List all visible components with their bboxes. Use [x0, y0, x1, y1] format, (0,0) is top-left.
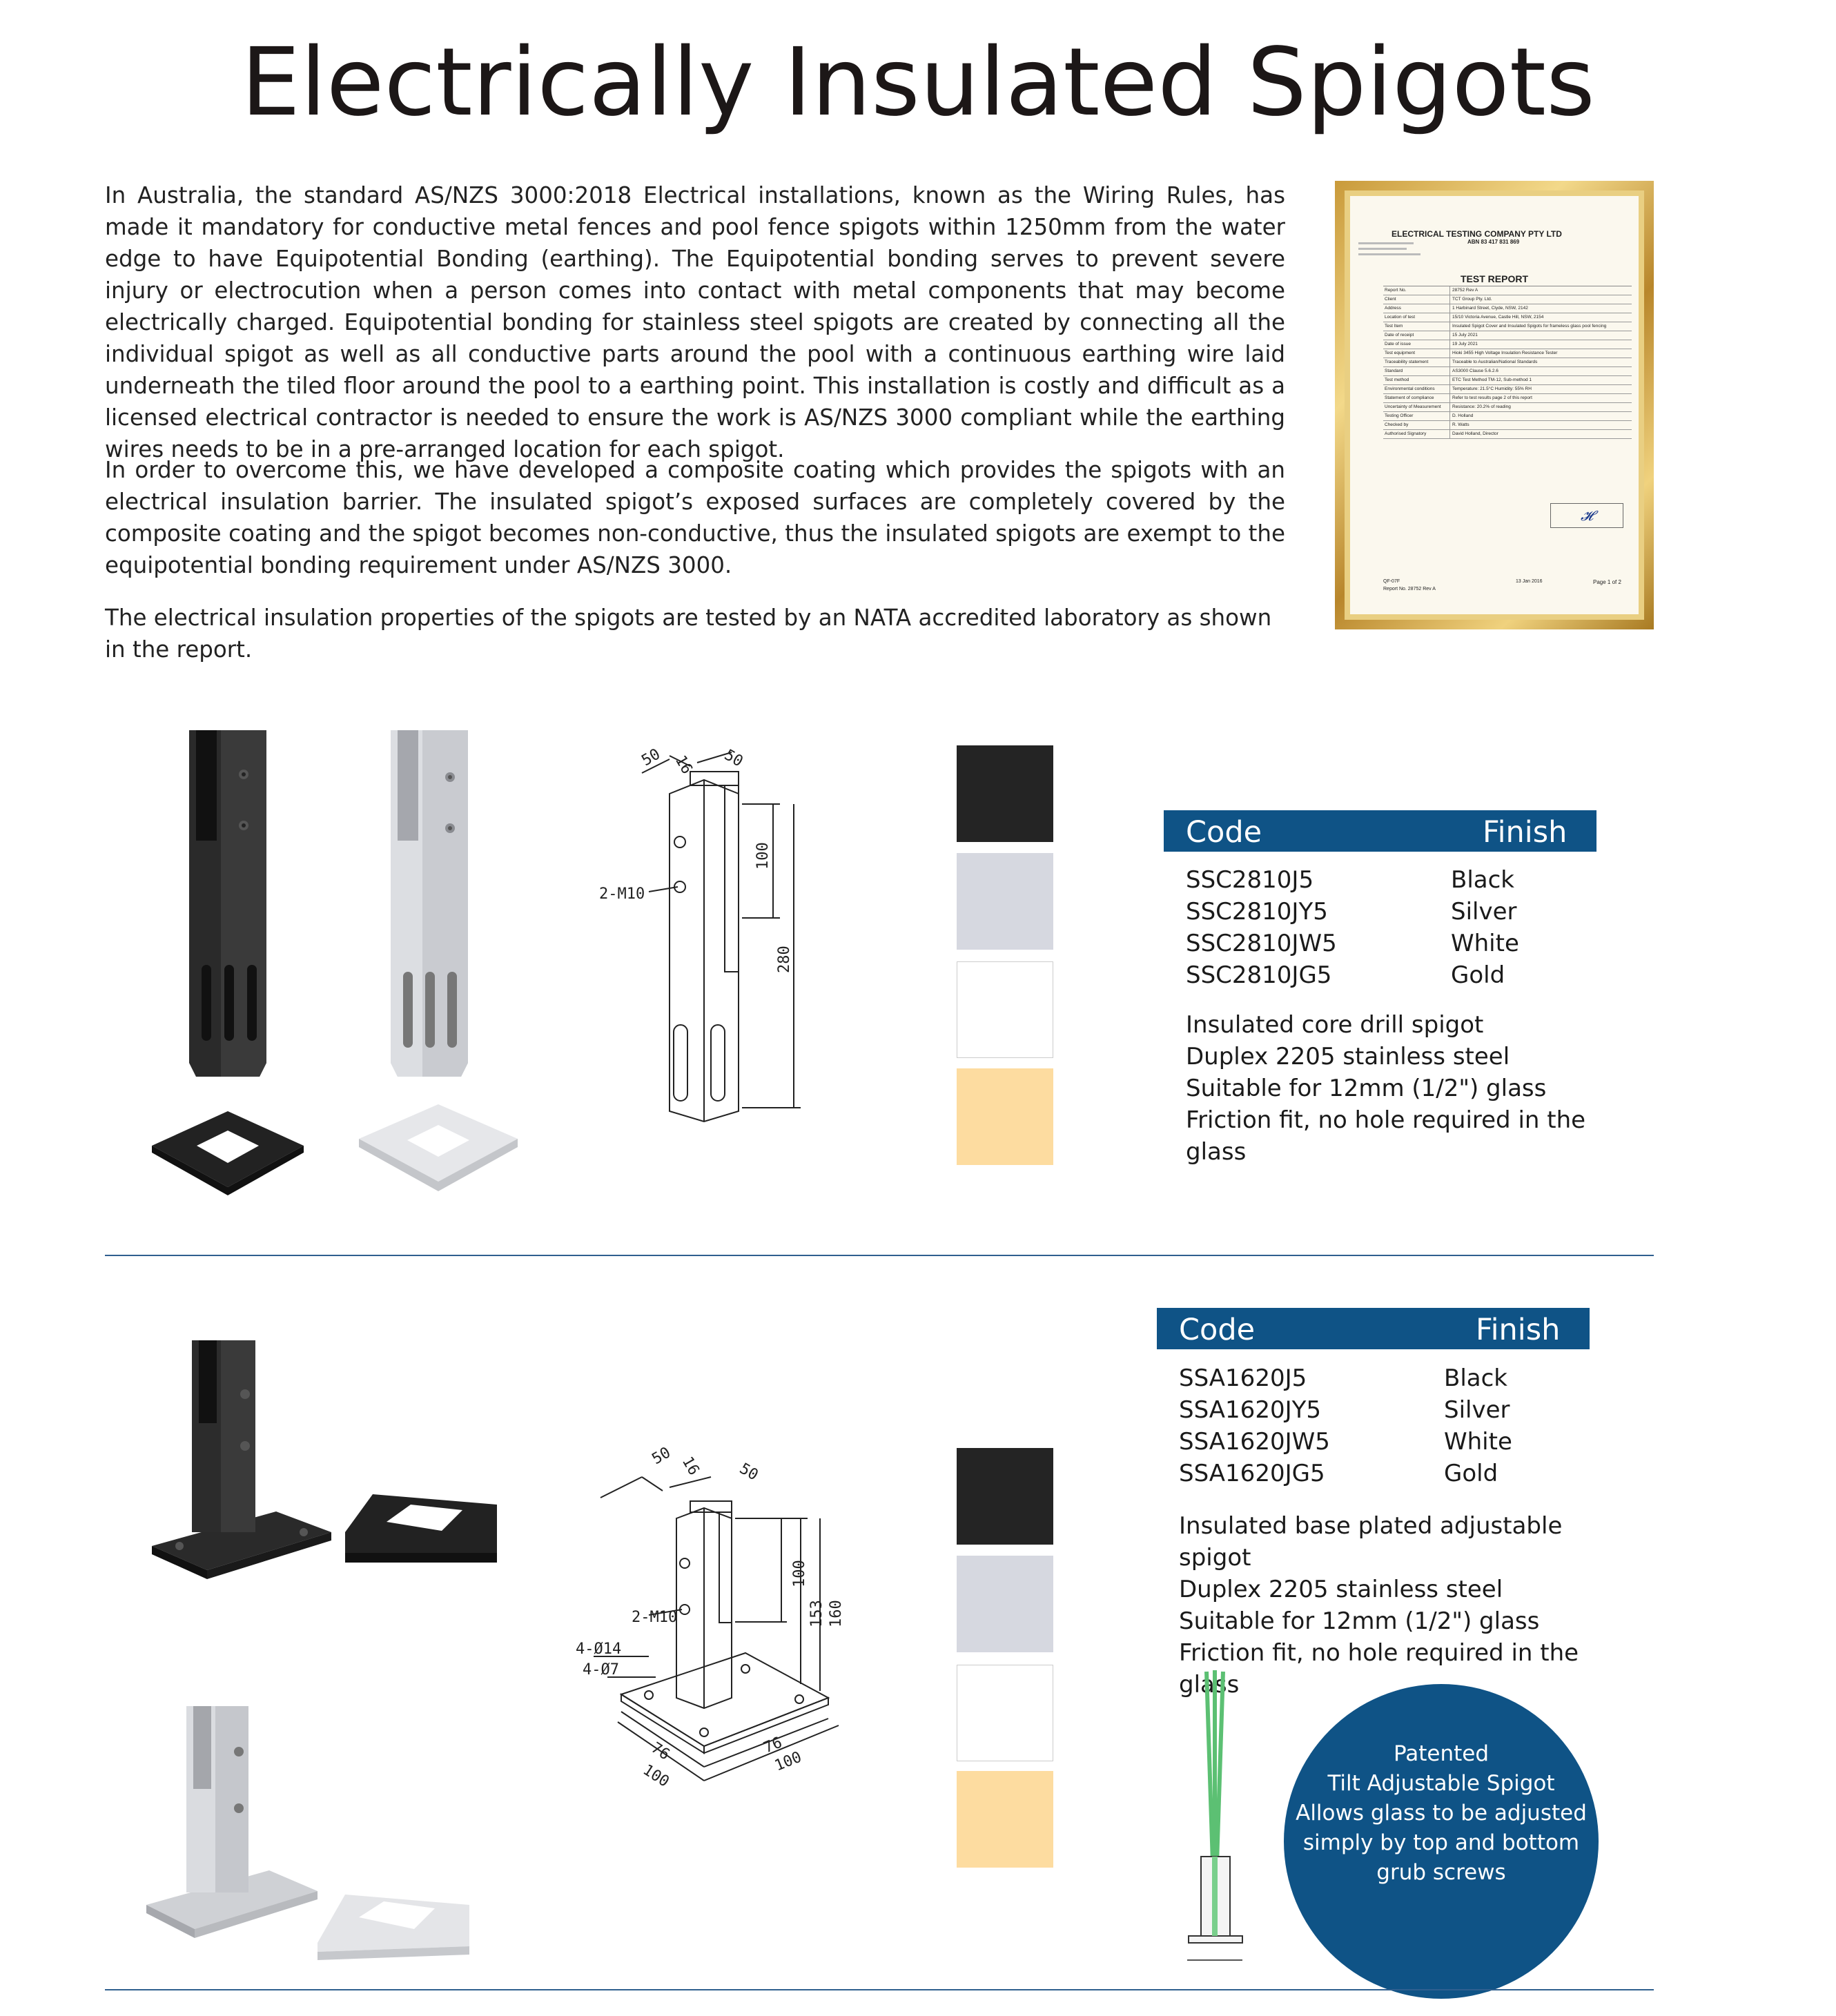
bubble-line: Allows glass to be adjusted	[1296, 1801, 1587, 1826]
cert-row	[1383, 376, 1632, 385]
product2-finish-header: Finish	[1476, 1313, 1561, 1347]
cert-row-label: Test Item	[1383, 322, 1450, 331]
cert-row	[1383, 295, 1632, 304]
table-row	[1186, 896, 1572, 928]
cert-row	[1383, 340, 1632, 349]
drawing2-base2: 100	[639, 1761, 672, 1791]
cert-row	[1383, 421, 1632, 430]
bubble-line: grub screws	[1376, 1860, 1506, 1885]
product-finish: White	[1444, 1428, 1512, 1456]
cert-row-label: Checked by	[1383, 421, 1450, 429]
cert-row-value: David Holland, Director	[1452, 431, 1498, 436]
cert-row-label: Report No.	[1383, 286, 1450, 295]
bubble-line: Tilt Adjustable Spigot	[1327, 1771, 1555, 1796]
cert-row-label: Date of receipt	[1383, 331, 1450, 340]
cert-row-label: Date of issue	[1383, 340, 1450, 349]
product-code: SSC2810JW5	[1186, 930, 1337, 957]
cert-row	[1383, 358, 1632, 367]
product2-code-header: Code	[1179, 1313, 1256, 1347]
product2-table-header	[1157, 1308, 1590, 1349]
cert-row-value: 19 July 2021	[1452, 342, 1478, 346]
description-line: Friction fit, no hole required in the glass	[1186, 1106, 1586, 1166]
cert-company: ELECTRICAL TESTING COMPANY PTY LTD	[1391, 229, 1562, 239]
cert-row-label: Standard	[1383, 367, 1450, 375]
cert-row	[1383, 349, 1632, 358]
product-code: SSA1620J5	[1179, 1364, 1307, 1392]
drawing1-dim-e: 280	[776, 946, 793, 973]
test-report-certificate	[1335, 181, 1654, 629]
description-line: Insulated base plated adjustable spigot	[1179, 1512, 1563, 1572]
swatch-white	[957, 1665, 1053, 1761]
product1-code-header: Code	[1186, 815, 1262, 850]
product-finish: Black	[1444, 1364, 1507, 1392]
cert-footer-report: Report No. 28752 Rev A	[1383, 587, 1436, 591]
silver-base-plate-spigot	[146, 1706, 318, 1938]
cert-row	[1383, 367, 1632, 376]
product-finish: Silver	[1451, 898, 1517, 926]
cert-row-value: 1 Harbinard Street, Clyde, NSW, 2142	[1452, 306, 1528, 311]
cert-row-value: ETC Test Method TM-12, Sub-method 1	[1452, 378, 1532, 382]
cert-row-label: Test equipment	[1383, 349, 1450, 358]
swatch-gold	[957, 1771, 1053, 1868]
drawing2-dim-f: 160	[828, 1600, 845, 1627]
table-row	[1186, 959, 1572, 991]
cert-row-value: Refer to test results page 2 of this report	[1452, 395, 1532, 400]
drawing2-base1: 76	[647, 1739, 673, 1764]
silver-square-cover	[318, 1895, 469, 1960]
black-cover-plate	[152, 1111, 304, 1195]
cert-footer-page: Page 1 of 2	[1593, 579, 1621, 585]
cert-row-label: Authorised Signatory	[1383, 430, 1450, 438]
drawing2-screw-label: 2-M10	[632, 1609, 678, 1626]
cert-row-label: Client	[1383, 295, 1450, 304]
signature-icon: 𝓗	[1550, 503, 1623, 528]
product-code: SSA1620JW5	[1179, 1428, 1330, 1456]
cert-row	[1383, 412, 1632, 421]
product-code: SSC2810J5	[1186, 866, 1314, 894]
cert-heading: TEST REPORT	[1460, 273, 1528, 284]
cert-row-label: Uncertainty of Measurement	[1383, 403, 1450, 411]
cert-footer-date: 13 Jan 2016	[1516, 579, 1543, 584]
cert-row-value: D. Holland	[1452, 413, 1474, 418]
drawing2-base4: 100	[772, 1748, 805, 1775]
description-line: Duplex 2205 stainless steel	[1186, 1043, 1510, 1070]
cert-row	[1383, 385, 1632, 394]
swatch-gold	[957, 1068, 1053, 1165]
swatch-black	[957, 1448, 1053, 1545]
product-code: SSC2810JG5	[1186, 961, 1332, 989]
product2-table-rows	[1179, 1362, 1565, 1489]
description-line: Suitable for 12mm (1/2") glass	[1179, 1607, 1540, 1635]
bubble-line: Patented	[1393, 1741, 1490, 1766]
bottom-divider	[105, 1989, 1654, 1990]
cert-row-label: Location of test	[1383, 313, 1450, 322]
table-row	[1179, 1426, 1565, 1458]
bubble-line: simply by top and bottom	[1302, 1830, 1580, 1855]
product-finish: Black	[1451, 866, 1514, 894]
cert-row	[1383, 286, 1632, 295]
cert-row-value: Resistance: 20.2% of reading	[1452, 404, 1511, 409]
cert-row-value: Hioki 3455 High Voltage Insulation Resistance Tester	[1452, 351, 1558, 355]
cert-row-value: R. Watts	[1452, 422, 1469, 427]
swatch-black	[957, 745, 1053, 842]
drawing1-screw-label: 2-M10	[599, 885, 645, 903]
cert-row	[1383, 430, 1632, 439]
cert-row-label: Traceability statement	[1383, 358, 1450, 366]
product-finish: White	[1451, 930, 1519, 957]
cert-table	[1383, 286, 1632, 439]
description-line: Duplex 2205 stainless steel	[1179, 1576, 1503, 1603]
cert-row-label: Test method	[1383, 376, 1450, 384]
drawing1-dim-a: 50	[638, 745, 663, 770]
intro-paragraph-3: The electrical insulation properties of the spigots are tested by an NATA accredited laboratory as shown in the report.	[105, 605, 1272, 663]
tilt-adjust-diagram	[1173, 1663, 1263, 1974]
drawing2-hole1-label: 4-Ø14	[576, 1641, 622, 1658]
cert-abn: ABN 83 417 831 869	[1467, 239, 1520, 245]
product2-black-photos	[138, 1325, 525, 1615]
drawing2-hole2-label: 4-Ø7	[583, 1661, 619, 1679]
section-divider	[105, 1255, 1654, 1256]
cert-row	[1383, 403, 1632, 412]
drawing2-dim-b: 16	[678, 1454, 703, 1478]
cert-footer-left: QF-07F	[1383, 579, 1400, 584]
cert-row	[1383, 394, 1632, 403]
black-core-drill-spigot	[189, 730, 266, 1077]
drawing1-dim-b: 16	[671, 752, 696, 777]
table-row	[1179, 1458, 1565, 1489]
cert-row-value: 28752 Rev A	[1452, 288, 1478, 293]
table-row	[1186, 928, 1572, 959]
cert-row-value: 15/10 Victoria Avenue, Castle Hill, NSW, 2154	[1452, 315, 1544, 320]
description-line: Insulated core drill spigot	[1186, 1011, 1484, 1039]
drawing2-dim-a: 50	[649, 1444, 674, 1469]
product1-finish-header: Finish	[1483, 815, 1568, 850]
product1-table-rows	[1186, 864, 1572, 991]
cert-row	[1383, 331, 1632, 340]
product2-silver-photos	[138, 1698, 525, 1974]
drawing1-dim-d: 100	[754, 842, 772, 870]
silver-cover-plate	[359, 1104, 518, 1191]
product1-description	[1186, 1009, 1628, 1168]
product1-technical-drawing	[599, 745, 828, 1132]
product1-table-header	[1164, 810, 1596, 852]
cert-row-value: Insulated Spigot Cover and Insulated Spigots for frameless glass pool fencing	[1452, 324, 1607, 329]
cert-row-value: AS3000 Clause 5.6.2.6	[1452, 369, 1498, 373]
cert-row	[1383, 322, 1632, 331]
silver-core-drill-spigot	[391, 730, 468, 1077]
product-finish: Gold	[1451, 961, 1505, 989]
product-finish: Gold	[1444, 1460, 1498, 1487]
drawing2-dim-c: 50	[736, 1460, 761, 1485]
product-code: SSA1620JG5	[1179, 1460, 1325, 1487]
product-code: SSA1620JY5	[1179, 1396, 1322, 1424]
cert-row-value: Temperature: 21.5°C Humidity: 55% RH	[1452, 386, 1532, 391]
description-line: Friction fit, no hole required in the glass	[1179, 1639, 1579, 1699]
table-row	[1179, 1394, 1565, 1426]
table-row	[1179, 1362, 1565, 1394]
black-square-cover	[345, 1494, 497, 1563]
cert-row-label: Environmental conditions	[1383, 385, 1450, 393]
product-code: SSC2810JY5	[1186, 898, 1328, 926]
cert-row	[1383, 313, 1632, 322]
cert-row-value: Traceable to Australian/National Standards	[1452, 360, 1538, 364]
intro-paragraph-2: In order to overcome this, we have developed a composite coating which provides the spigots with an electrical insulation barrier. The insulated spigot’s exposed surfaces are completely covered by the composite coating and the spigot becomes non-conductive, thus the insulated spigots are exempt to the equipotential bonding requirement under AS/NZS 3000.	[105, 457, 1285, 578]
drawing1-dim-c: 50	[721, 746, 746, 771]
product2-technical-drawing	[566, 1444, 883, 1794]
cert-row-label: Statement of compliance	[1383, 394, 1450, 402]
product-finish: Silver	[1444, 1396, 1510, 1424]
cert-row	[1383, 304, 1632, 313]
black-base-plate-spigot	[152, 1340, 331, 1579]
drawing2-base3: 76	[761, 1734, 785, 1757]
cert-row-label: Testing Officer	[1383, 412, 1450, 420]
cert-row-value: 15 July 2021	[1452, 333, 1478, 337]
product1-silver-photos	[373, 718, 580, 1201]
cert-row-value: TCT Group Pty. Ltd.	[1452, 297, 1492, 302]
table-row	[1186, 864, 1572, 896]
drawing2-dim-e: 153	[808, 1600, 826, 1627]
swatch-white	[957, 961, 1053, 1058]
patented-tilt-bubble	[1284, 1684, 1599, 1999]
page-title: Electrically Insulated Spigots	[241, 28, 1595, 137]
intro-paragraph-1: In Australia, the standard AS/NZS 3000:2018 Electrical installations, known as the Wiring Rules, has made it mandatory for conductive metal fences and pool fence spigots within 1250mm from the water edge to have Equipotential Bonding (earthing). The Equipotential bonding serves to prevent severe injury or electrocution when a person comes into contact with metal components that may become electrically charged. Equipotential bonding for stainless steel spigots are created by connecting all the individual spigot as well as all conductive parts around the pool with a continuous earthing wire laid underneath the tiled floor around the pool to a earthing point. This installation is costly and difficult as a licensed electrical contractor is needed to ensure the work is AS/NZS 3000 compliant while the earthing wires needs to be in a pre-arranged location for each spigot.	[105, 182, 1285, 462]
drawing2-dim-d: 100	[791, 1560, 808, 1587]
description-line: Suitable for 12mm (1/2") glass	[1186, 1075, 1547, 1102]
cert-row-label: Address	[1383, 304, 1450, 313]
swatch-silver	[957, 1556, 1053, 1652]
swatch-silver	[957, 853, 1053, 950]
